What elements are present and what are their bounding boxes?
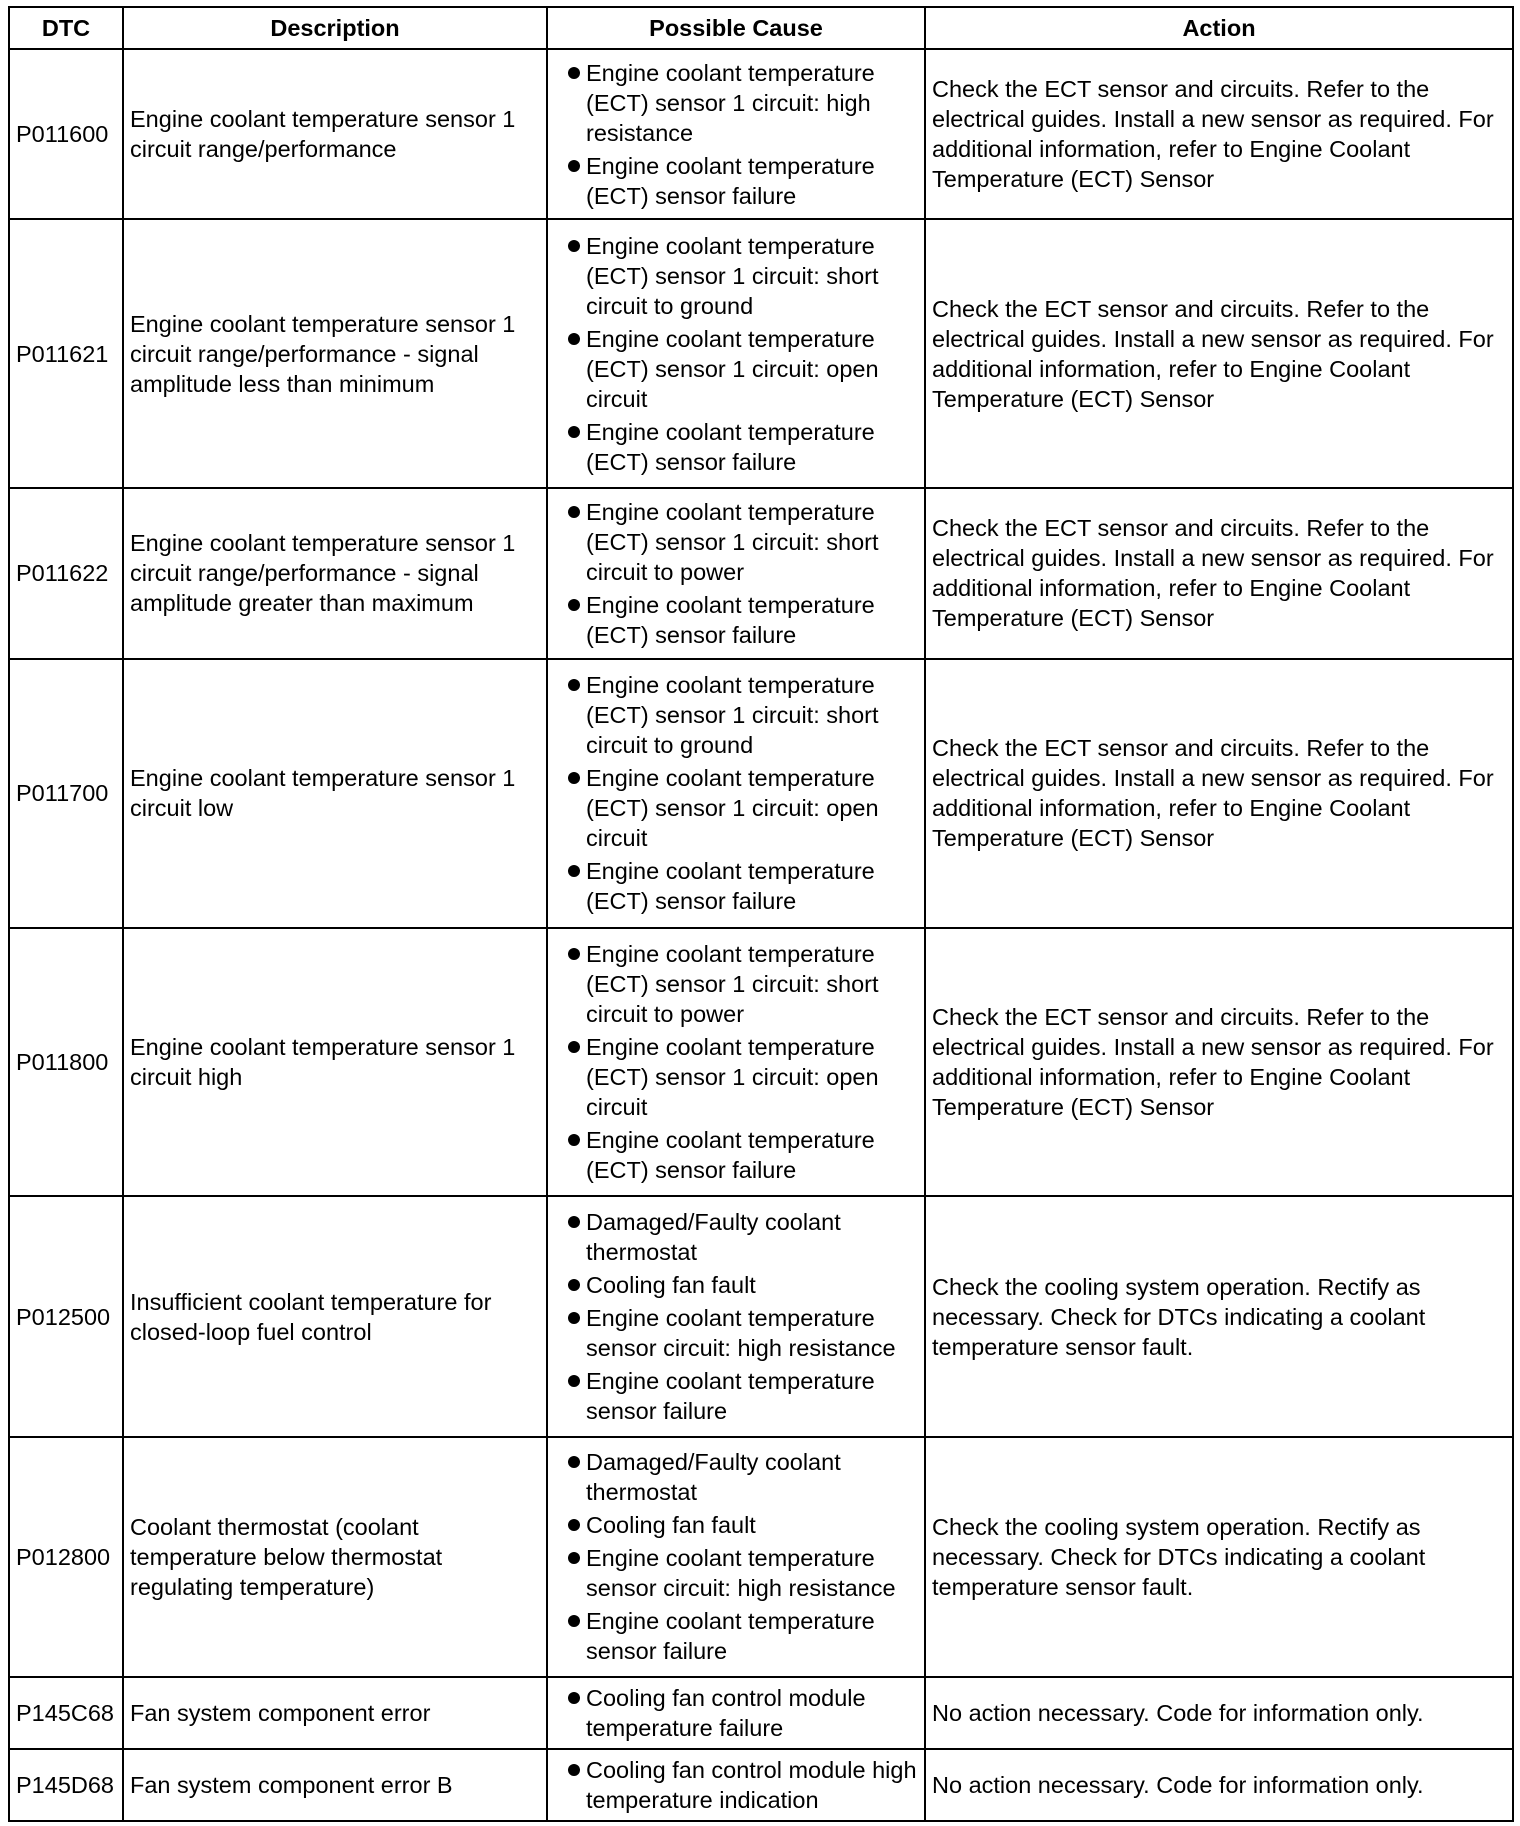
bullet-icon: [568, 426, 580, 438]
bullet-icon: [568, 1764, 580, 1776]
possible-cause-list: [554, 1447, 918, 1666]
cause-item: [554, 231, 918, 321]
possible-cause-cell: [547, 928, 925, 1197]
cause-text: Engine coolant temperature (ECT) sensor failure: [586, 152, 875, 209]
dtc-description: Fan system component error B: [123, 1749, 547, 1821]
cause-text: Damaged/Faulty coolant thermostat: [586, 1209, 841, 1266]
possible-cause-cell: [547, 49, 925, 219]
cause-text: Engine coolant temperature (ECT) sensor 1 circuit: high resistance: [586, 59, 875, 146]
dtc-description: Engine coolant temperature sensor 1 circuit range/performance - signal amplitude less than minimum: [123, 219, 547, 488]
bullet-icon: [568, 599, 580, 611]
table-row: [9, 1437, 1513, 1677]
dtc-description: Engine coolant temperature sensor 1 circuit range/performance: [123, 49, 547, 219]
possible-cause-list: [554, 670, 918, 916]
bullet-icon: [568, 1519, 580, 1531]
cause-text: Engine coolant temperature (ECT) sensor 1 circuit: short circuit to ground: [586, 232, 879, 319]
bullet-icon: [568, 67, 580, 79]
possible-cause-list: [554, 1755, 918, 1815]
cause-text: Cooling fan fault: [586, 1512, 756, 1539]
action-text: Check the ECT sensor and circuits. Refer to the electrical guides. Install a new sensor as required. For additional information, refer to Engine Coolant Temperature (ECT) Sensor: [925, 219, 1513, 488]
cause-item: [554, 856, 918, 916]
bullet-icon: [568, 1456, 580, 1468]
cause-item: [554, 417, 918, 477]
cause-text: Damaged/Faulty coolant thermostat: [586, 1449, 841, 1506]
cause-text: Engine coolant temperature (ECT) sensor 1 circuit: short circuit to power: [586, 498, 879, 585]
cause-text: Engine coolant temperature (ECT) sensor 1 circuit: short circuit to ground: [586, 672, 879, 759]
cause-text: Engine coolant temperature sensor circuit: high resistance: [586, 1545, 896, 1602]
bullet-icon: [568, 948, 580, 960]
table-row: [9, 219, 1513, 488]
cause-item: [554, 151, 918, 211]
bullet-icon: [568, 865, 580, 877]
dtc-table: [8, 6, 1514, 1822]
bullet-icon: [568, 333, 580, 345]
cause-text: Engine coolant temperature sensor failure: [586, 1608, 875, 1665]
possible-cause-cell: [547, 219, 925, 488]
cause-text: Engine coolant temperature (ECT) sensor failure: [586, 591, 875, 648]
header-row: [9, 7, 1513, 49]
bullet-icon: [568, 1615, 580, 1627]
header-description: Description: [123, 7, 547, 49]
cause-text: Engine coolant temperature (ECT) sensor failure: [586, 1126, 875, 1183]
dtc-code: P145C68: [9, 1677, 123, 1749]
cause-text: Engine coolant temperature (ECT) sensor 1 circuit: open circuit: [586, 325, 879, 412]
dtc-description: Engine coolant temperature sensor 1 circuit range/performance - signal amplitude greater than maximum: [123, 488, 547, 658]
dtc-code: P011700: [9, 659, 123, 928]
cause-item: [554, 1755, 918, 1815]
cause-text: Engine coolant temperature (ECT) sensor 1 circuit: open circuit: [586, 1033, 879, 1120]
cause-text: Cooling fan control module high temperature indication: [586, 1756, 917, 1813]
table-row: [9, 659, 1513, 928]
cause-item: [554, 1125, 918, 1185]
dtc-code: P012500: [9, 1196, 123, 1436]
dtc-code: P011622: [9, 488, 123, 658]
possible-cause-cell: [547, 659, 925, 928]
cause-item: [554, 1510, 918, 1540]
cause-item: [554, 497, 918, 587]
table-row: [9, 1749, 1513, 1821]
cause-text: Engine coolant temperature (ECT) sensor failure: [586, 418, 875, 475]
dtc-description: Coolant thermostat (coolant temperature below thermostat regulating temperature): [123, 1437, 547, 1677]
table-row: [9, 928, 1513, 1197]
possible-cause-list: [554, 497, 918, 650]
dtc-description: Engine coolant temperature sensor 1 circuit high: [123, 928, 547, 1197]
bullet-icon: [568, 1552, 580, 1564]
table-row: [9, 1677, 1513, 1749]
cause-item: [554, 1303, 918, 1363]
action-text: Check the ECT sensor and circuits. Refer to the electrical guides. Install a new sensor as required. For additional information, refer to Engine Coolant Temperature (ECT) Sensor: [925, 928, 1513, 1197]
dtc-code: P012800: [9, 1437, 123, 1677]
table-body: [9, 49, 1513, 1821]
dtc-code: P145D68: [9, 1749, 123, 1821]
possible-cause-cell: [547, 488, 925, 658]
cause-item: [554, 1683, 918, 1743]
cause-text: Engine coolant temperature (ECT) sensor 1 circuit: open circuit: [586, 765, 879, 852]
cause-item: [554, 1543, 918, 1603]
table-header: [9, 7, 1513, 49]
cause-text: Cooling fan fault: [586, 1272, 756, 1299]
cause-text: Engine coolant temperature (ECT) sensor 1 circuit: short circuit to power: [586, 940, 879, 1027]
possible-cause-list: [554, 939, 918, 1185]
cause-item: [554, 590, 918, 650]
cause-item: [554, 1270, 918, 1300]
possible-cause-cell: [547, 1437, 925, 1677]
header-dtc: DTC: [9, 7, 123, 49]
possible-cause-list: [554, 231, 918, 477]
cause-item: [554, 670, 918, 760]
bullet-icon: [568, 772, 580, 784]
bullet-icon: [568, 240, 580, 252]
cause-item: [554, 1207, 918, 1267]
dtc-code: P011600: [9, 49, 123, 219]
bullet-icon: [568, 1134, 580, 1146]
cause-item: [554, 763, 918, 853]
table-row: [9, 488, 1513, 658]
cause-item: [554, 1447, 918, 1507]
action-text: Check the ECT sensor and circuits. Refer to the electrical guides. Install a new sensor as required. For additional information, refer to Engine Coolant Temperature (ECT) Sensor: [925, 49, 1513, 219]
possible-cause-cell: [547, 1677, 925, 1749]
dtc-description: Insufficient coolant temperature for closed-loop fuel control: [123, 1196, 547, 1436]
action-text: Check the cooling system operation. Rectify as necessary. Check for DTCs indicating a coolant temperature sensor fault.: [925, 1196, 1513, 1436]
cause-text: Cooling fan control module temperature failure: [586, 1684, 866, 1741]
cause-item: [554, 939, 918, 1029]
cause-text: Engine coolant temperature sensor failure: [586, 1368, 875, 1425]
cause-item: [554, 1032, 918, 1122]
bullet-icon: [568, 1041, 580, 1053]
dtc-code: P011800: [9, 928, 123, 1197]
header-action: Action: [925, 7, 1513, 49]
possible-cause-list: [554, 1207, 918, 1426]
bullet-icon: [568, 679, 580, 691]
dtc-description: Fan system component error: [123, 1677, 547, 1749]
possible-cause-list: [554, 58, 918, 211]
table-row: [9, 49, 1513, 219]
bullet-icon: [568, 160, 580, 172]
action-text: No action necessary. Code for information only.: [925, 1677, 1513, 1749]
action-text: No action necessary. Code for information only.: [925, 1749, 1513, 1821]
dtc-description: Engine coolant temperature sensor 1 circuit low: [123, 659, 547, 928]
possible-cause-cell: [547, 1749, 925, 1821]
possible-cause-list: [554, 1683, 918, 1743]
action-text: Check the cooling system operation. Rectify as necessary. Check for DTCs indicating a coolant temperature sensor fault.: [925, 1437, 1513, 1677]
action-text: Check the ECT sensor and circuits. Refer to the electrical guides. Install a new sensor as required. For additional information, refer to Engine Coolant Temperature (ECT) Sensor: [925, 659, 1513, 928]
bullet-icon: [568, 1375, 580, 1387]
cause-text: Engine coolant temperature sensor circuit: high resistance: [586, 1305, 896, 1362]
bullet-icon: [568, 506, 580, 518]
action-text: Check the ECT sensor and circuits. Refer to the electrical guides. Install a new sensor as required. For additional information, refer to Engine Coolant Temperature (ECT) Sensor: [925, 488, 1513, 658]
header-possible-cause: Possible Cause: [547, 7, 925, 49]
bullet-icon: [568, 1692, 580, 1704]
dtc-code: P011621: [9, 219, 123, 488]
bullet-icon: [568, 1312, 580, 1324]
bullet-icon: [568, 1279, 580, 1291]
cause-text: Engine coolant temperature (ECT) sensor failure: [586, 858, 875, 915]
possible-cause-cell: [547, 1196, 925, 1436]
cause-item: [554, 1366, 918, 1426]
bullet-icon: [568, 1216, 580, 1228]
cause-item: [554, 1606, 918, 1666]
cause-item: [554, 324, 918, 414]
cause-item: [554, 58, 918, 148]
table-row: [9, 1196, 1513, 1436]
